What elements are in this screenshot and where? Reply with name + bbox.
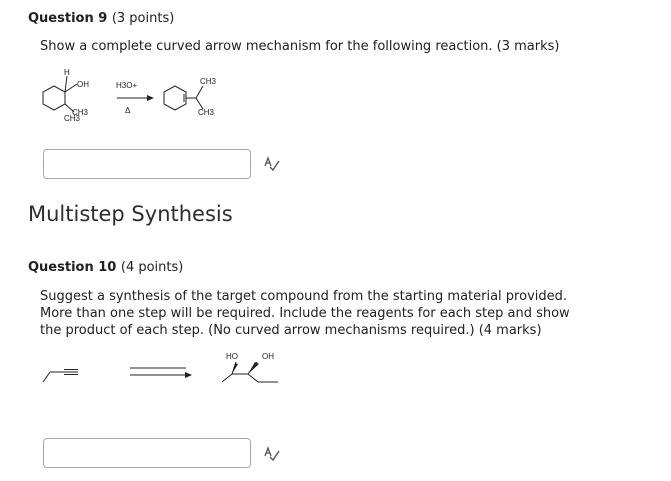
- question-9-prompt: Show a complete curved arrow mechanism for the following reaction. (3 marks): [40, 39, 560, 54]
- product-ch3-bottom-label: CH3: [198, 108, 215, 117]
- sm-ch3-label-1: CH3: [72, 108, 89, 117]
- reaction-scheme-q9: [28, 62, 268, 132]
- question-10-prompt: Suggest a synthesis of the target compound from the starting material provided. More than one step will be required. Include the reagents for each step and show the product of each step. (No curved arrow mechanisms required.) (4 marks): [40, 289, 570, 338]
- section-heading: Multistep Synthesis: [28, 202, 233, 226]
- reagent-h3o-label: H3O+: [116, 81, 138, 90]
- product-ch3-top-label: CH3: [200, 77, 217, 86]
- question-9-header: [28, 11, 174, 26]
- starting-alkyne-structure: [43, 370, 78, 383]
- question-9-answer-field[interactable]: [43, 149, 251, 179]
- question-9-points: (3 points): [111, 11, 175, 26]
- question-10-header: [28, 260, 183, 275]
- sm-oh-label: OH: [77, 80, 89, 89]
- product-structure: [164, 86, 203, 110]
- spellcheck-icon[interactable]: [263, 156, 281, 172]
- question-10-answer-field[interactable]: [43, 438, 251, 468]
- question-10-points: (4 points): [120, 260, 184, 275]
- reaction-arrowhead-q9: [147, 95, 154, 101]
- synthesis-scheme-q10: [36, 346, 296, 392]
- spellcheck-icon[interactable]: [263, 446, 281, 462]
- sm-h-label: H: [64, 68, 70, 77]
- target-ho-label: HO: [226, 352, 238, 361]
- wedge-bond-1: [232, 363, 238, 374]
- starting-material-structure: [43, 76, 77, 112]
- question-10-title: Question 10: [28, 260, 117, 275]
- question-9-title: Question 9: [28, 11, 108, 26]
- reagent-heat-label: Δ: [125, 106, 131, 115]
- wedge-bond-2: [248, 362, 259, 374]
- sm-ch3-label-2: CH3: [64, 114, 81, 123]
- target-oh-label: OH: [262, 352, 274, 361]
- synthesis-arrowhead: [185, 372, 192, 378]
